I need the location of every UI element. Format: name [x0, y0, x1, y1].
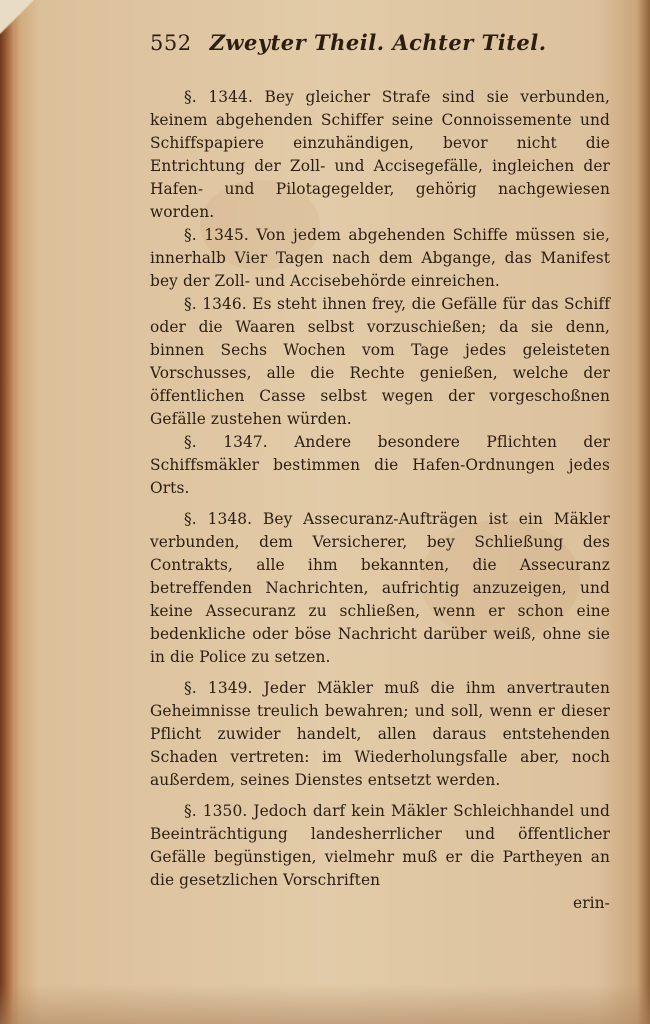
- page-header: [150, 30, 610, 70]
- catchword: erin-: [572, 894, 610, 912]
- paragraph-1349: [150, 677, 610, 792]
- paragraph-text: Es steht ihnen frey, die Gefälle für das Schiff oder die Waaren selbst vorzuschießen; da sie denn, binnen Sechs Wochen vom Tage jedes geleisteten Vorschusses, alle die Rechte genießen, welche der öffentlichen Casse selbst wegen der vorgeschoßnen Gefälle zustehen würden.: [150, 295, 610, 428]
- section-number: §. 1344.: [184, 88, 253, 106]
- running-head: Zweyter Theil. Achter Titel.: [209, 30, 547, 55]
- paragraph-text: Jeder Mäkler muß die ihm anvertrauten Geheimnisse treulich bewahren; und soll, wenn er dieser Pflicht zuwider handelt, allen daraus entstehenden Schaden vertreten: im Wiederholungsfalle aber, noch außerdem, seines Dienstes entsetzt werden.: [150, 679, 611, 789]
- section-number: §. 1347.: [184, 433, 268, 451]
- body-text: [150, 86, 610, 915]
- paragraph-text: Andere besondere Pflichten der Schiffsmäkler bestimmen die Hafen-Ordnungen jedes Orts.: [150, 433, 610, 497]
- paragraph-text: Von jedem abgehenden Schiffe müssen sie, innerhalb Vier Tagen nach dem Abgange, das Manifest bey der Zoll- und Accisebehörde einreichen.: [150, 226, 610, 290]
- paragraph-1344: [150, 86, 610, 224]
- binding-edge: [0, 0, 20, 1024]
- paragraph-text: Bey gleicher Strafe sind sie verbunden, keinem abgehenden Schiffer seine Connoissemente und Schiffspapiere einzuhändigen, bevor nicht die Entrichtung der Zoll- und Accisegefälle, ingleichen der Hafen- und Pilotagegelder, gehörig nachgewiesen worden.: [150, 88, 610, 221]
- paragraph-text: Bey Assecuranz-Aufträgen ist ein Mäkler verbunden, dem Versicherer, bey Schließung des Contrakts, alle ihm bekannten, die Assecuranz betreffenden Nachrichten, aufrichtig anzuzeigen, und keine Assecuranz zu schließen, wenn er schon eine bedenkliche oder böse Nachricht darüber weiß, ohne sie in die Police zu setzen.: [150, 510, 611, 666]
- paragraph-1346: [150, 293, 610, 431]
- bottom-shadow: [0, 984, 650, 1024]
- paragraph-text: Jedoch darf kein Mäkler Schleichhandel und Beeinträchtigung landesherrlicher und öffentlicher Gefälle begünstigen, vielmehr muß er die Partheyen an die gesetzlichen Vorschriften: [150, 802, 610, 889]
- page-number: 552: [150, 31, 192, 55]
- paragraph-1348: [150, 508, 610, 669]
- section-number: §. 1346.: [184, 295, 247, 313]
- text-page: [150, 30, 610, 915]
- section-number: §. 1345.: [184, 226, 249, 244]
- section-number: §. 1350.: [184, 802, 248, 820]
- torn-corner: [0, 0, 34, 34]
- paragraph-1350: [150, 800, 610, 892]
- paragraph-1347: [150, 431, 610, 500]
- section-number: §. 1349.: [184, 679, 253, 697]
- paragraph-1345: [150, 224, 610, 293]
- section-number: §. 1348.: [184, 510, 253, 528]
